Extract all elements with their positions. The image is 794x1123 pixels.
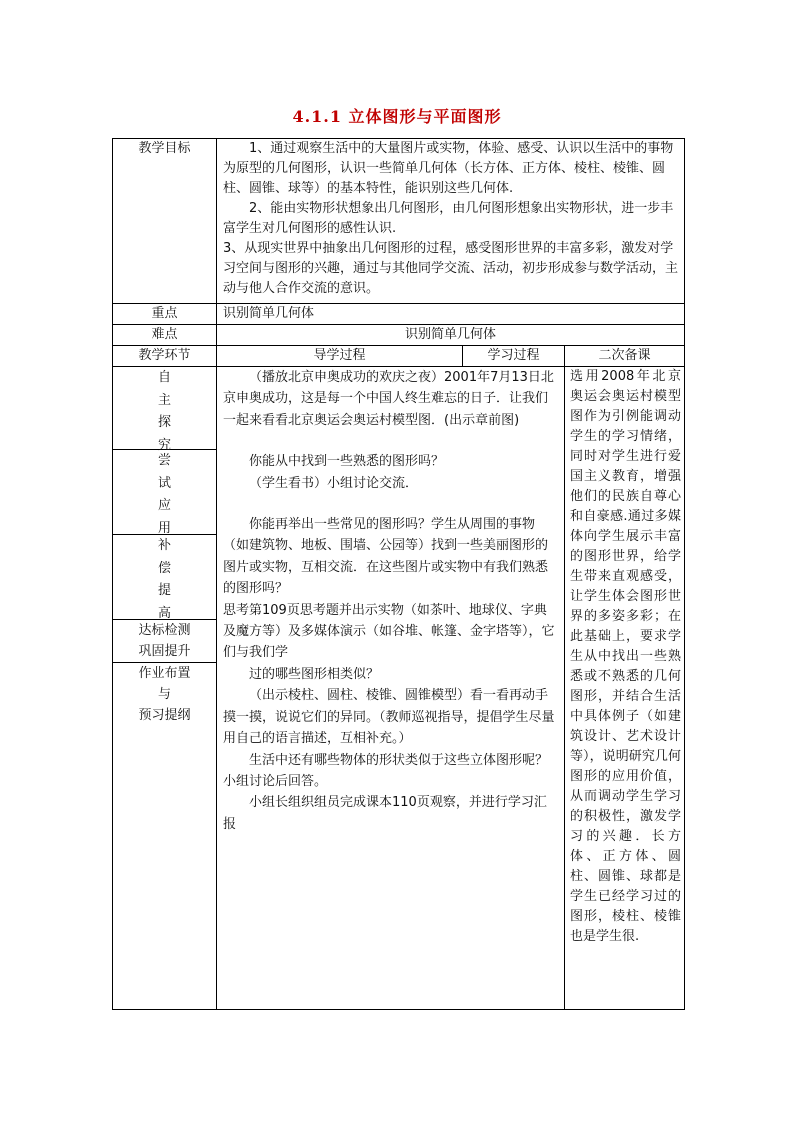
notes-cell: 选用2008年北京奥运会奥运村模型图作为引例能调动学生的学习情绪，同时对学生进行爱国主义教育，增强他们的民族自尊心和自豪感.通过多媒体向学生展示丰富的图形世界，给学生带来直观感受，让学生体会图形世界的多姿多彩；在此基础上，要求学生从中找出一些熟悉或不熟悉的几何图形，并结合生活中具体例子（如建筑设计、艺术设计等），说明研究几何图形的应用价值，从而调动学生学习的积极性，激发学习的兴趣．长方体、正方体、圆柱、圆锥、球都是学生已经学习过的图形，棱柱、棱锥也是学生很. xyxy=(565,367,685,1010)
process-models: （出示棱柱、圆柱、棱锥、圆锥模型）看一看再动手摸一摸，说说它们的异同。（教师巡视指导，提倡学生尽量用自己的语言描述，互相补充。） xyxy=(223,688,555,747)
process-blank xyxy=(223,494,558,514)
header-stage: 教学环节 xyxy=(113,346,217,367)
process-question-2: 你能再举出一些常见的图形吗？学生从周围的事物（如建筑物、地板、围墙、公园等）找到一些美丽图形的图片或实物，互相交流．在这些图片或实物中有我们熟悉的图形吗？ xyxy=(223,517,549,597)
goal-1: 1、通过观察生活中的大量图片或实物，体验、感受、认识以生活中的事物为原型的几何图形，认识一些简单几何体（长方体、正方体、棱柱、棱锥、圆柱、圆锥、球等）的基本特性，能识别这些几何体. xyxy=(223,141,674,196)
stage-assessment xyxy=(113,620,216,663)
stage-char: 尝 xyxy=(157,453,171,468)
process-intro: （播放北京申奥成功的欢庆之夜）2001年7月13日北京申奥成功，这是每一个中国人终生难忘的日子．让我们一起来看看北京奥运会奥运村模型图．(出示章前图) xyxy=(223,370,554,428)
header-guide: 导学过程 xyxy=(217,346,463,367)
stage-line: 作业布置 xyxy=(138,666,191,681)
page-title: 4.1.1 立体图形与平面图形 xyxy=(292,107,502,126)
process-question-1: 你能从中找到一些熟悉的图形吗？ xyxy=(249,454,445,470)
process-think-cont: 过的哪些图形相类似？ xyxy=(249,666,380,682)
stage-supplement xyxy=(113,535,216,620)
key-label: 重点 xyxy=(113,304,217,325)
goal-2: 2、能由实物形状想象出几何图形，由几何图形想象出实物形状，进一步丰富学生对几何图形的感性认识. xyxy=(223,201,674,236)
process-cell xyxy=(217,367,565,1010)
stage-try-apply xyxy=(113,450,216,535)
process-question-3: 生活中还有哪些物体的形状类似于这些立体图形呢？小组讨论后回答。 xyxy=(223,752,549,789)
goals-row xyxy=(113,139,685,304)
stage-char: 究 xyxy=(157,437,171,453)
stage-char: 探 xyxy=(157,415,171,430)
stage-homework xyxy=(113,663,216,726)
goals-label: 教学目标 xyxy=(113,139,217,304)
process-discussion-1: （学生看书）小组讨论交流． xyxy=(249,475,419,491)
stage-char: 用 xyxy=(157,520,171,536)
lesson-plan-table xyxy=(112,138,685,1010)
stage-char: 提 xyxy=(157,583,171,598)
process-blank xyxy=(223,431,558,451)
header-row xyxy=(113,346,685,367)
header-study: 学习过程 xyxy=(463,346,565,367)
content-row xyxy=(113,367,685,1010)
stages-column xyxy=(113,367,217,1010)
stage-line: 巩固提升 xyxy=(138,644,191,659)
stage-line: 预习提纲 xyxy=(138,708,191,723)
difficulty-label: 难点 xyxy=(113,325,217,346)
stage-char: 主 xyxy=(157,392,171,408)
stage-self-explore xyxy=(113,367,216,453)
header-notes: 二次备课 xyxy=(565,346,685,367)
goal-3: 3、从现实世界中抽象出几何图形的过程，感受图形世界的丰富多彩，激发对学习空间与图形的兴趣，通过与其他同学交流、活动，初步形成参与数学活动，主动与他人合作交流的意识。 xyxy=(223,241,679,296)
key-value: 识别简单几何体 xyxy=(217,304,685,325)
stage-line: 与 xyxy=(157,687,171,702)
key-row xyxy=(113,304,685,325)
goals-cell xyxy=(217,139,685,304)
difficulty-value: 识别简单几何体 xyxy=(217,325,685,346)
stage-char: 自 xyxy=(157,370,171,385)
stage-char: 补 xyxy=(157,538,171,553)
stage-char: 高 xyxy=(157,605,171,621)
stage-char: 试 xyxy=(157,475,171,491)
stage-char: 偿 xyxy=(157,560,171,576)
stage-char: 应 xyxy=(157,498,171,513)
difficulty-row xyxy=(113,325,685,346)
process-think: 思考第109页思考题并出示实物（如茶叶、地球仪、字典及魔方等）及多媒体演示（如谷堆、帐篷、金字塔等），它们与我们学 xyxy=(223,602,555,661)
process-report: 小组长组织组员完成课本110页观察，并进行学习汇报 xyxy=(223,795,547,832)
stage-line: 达标检测 xyxy=(138,623,191,638)
